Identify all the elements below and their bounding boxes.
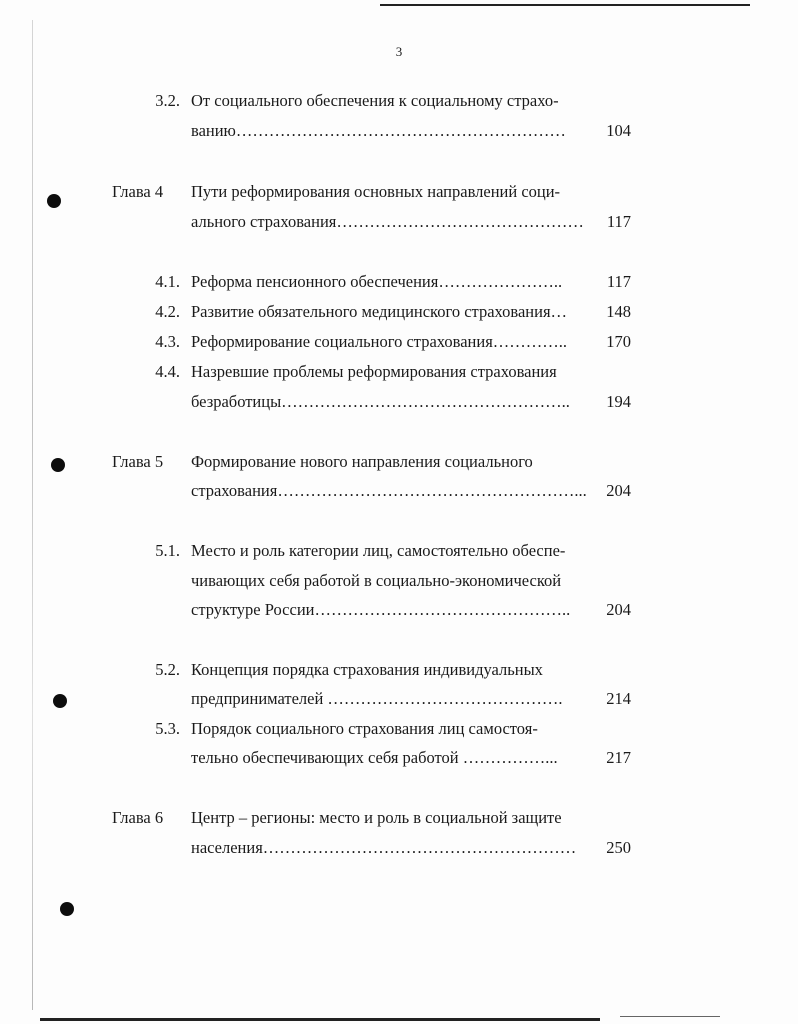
punch-hole [51, 458, 65, 472]
toc-entry-label: 4.3. [155, 332, 180, 351]
scan-top-rule [380, 4, 750, 6]
toc-entry-label: 4.2. [155, 302, 180, 321]
toc-entry-label: 5.1. [155, 541, 180, 560]
toc-entry-text: ального страхования……………………………………… [191, 212, 584, 231]
toc-entry-text: структуре России……………………………………….. [191, 600, 571, 619]
toc-entry-text: предпринимателей ……………………………………. [191, 689, 563, 708]
toc-entry-page: 214 [606, 689, 631, 708]
toc-entry-text: Центр – регионы: место и роль в социальной защите [191, 808, 562, 827]
toc-entry-text: тельно обеспечивающих себя работой ……………... [191, 748, 558, 767]
scan-bottom-rule [40, 1018, 600, 1021]
toc-entry-text: Реформирование социального страхования………….. [191, 332, 568, 351]
toc-entry-page: 204 [606, 481, 631, 500]
toc-chapter-label: Глава 6 [112, 808, 164, 827]
toc-entry-text: населения………………………………………………… [191, 838, 577, 857]
toc-entry-label: 4.4. [155, 362, 180, 381]
toc-entry-text: Развитие обязательного медицинского страхования… [191, 302, 568, 321]
scan-bottom-rule-short [620, 1016, 720, 1017]
toc-entry-text: От социального обеспечения к социальному страхо- [191, 91, 559, 110]
toc-entry-text: Формирование нового направления социального [191, 452, 533, 471]
toc-entry-page: 194 [606, 392, 631, 411]
toc-entry-page: 104 [606, 121, 631, 140]
toc-entry-page: 117 [606, 212, 631, 231]
toc-entry-text: Концепция порядка страхования индивидуальных [191, 660, 543, 679]
toc-entry-text: Место и роль категории лиц, самостоятельно обеспе- [191, 541, 566, 560]
toc-entry-text: страхования………………………………………………... [191, 481, 587, 500]
toc-entry-label: 5.2. [155, 660, 180, 679]
toc-entry-text: Реформа пенсионного обеспечения………………….. [191, 272, 563, 291]
toc-entry-page: 170 [606, 332, 631, 351]
toc-entry-page: 250 [606, 838, 631, 857]
toc-entry-text: безработицы…………………………………………….. [191, 392, 570, 411]
toc-entry-label: 5.3. [155, 719, 180, 738]
toc-entry-text: Назревшие проблемы реформирования страхования [191, 362, 557, 381]
toc-chapter-label: Глава 4 [112, 182, 164, 201]
page-number: 3 [395, 44, 403, 59]
toc-entry-text: ванию…………………………………………………… [191, 121, 566, 140]
punch-hole [47, 194, 61, 208]
toc-entry-page: 204 [606, 600, 631, 619]
toc-entry-text: Пути реформирования основных направлений соци- [191, 182, 561, 201]
toc-entry-label: 4.1. [155, 272, 180, 291]
toc-entry-label: 3.2. [155, 91, 180, 110]
toc-entry-page: 148 [606, 302, 631, 321]
punch-hole [60, 902, 74, 916]
toc-entry-page: 217 [606, 748, 631, 767]
toc-entry-text: Порядок социального страхования лиц самостоя- [191, 719, 538, 738]
toc-entry-page: 117 [606, 272, 631, 291]
toc-entry-text: чивающих себя работой в социально-экономической [191, 571, 562, 590]
scan-left-edge [32, 20, 33, 1010]
punch-hole [53, 694, 67, 708]
toc-chapter-label: Глава 5 [112, 452, 164, 471]
